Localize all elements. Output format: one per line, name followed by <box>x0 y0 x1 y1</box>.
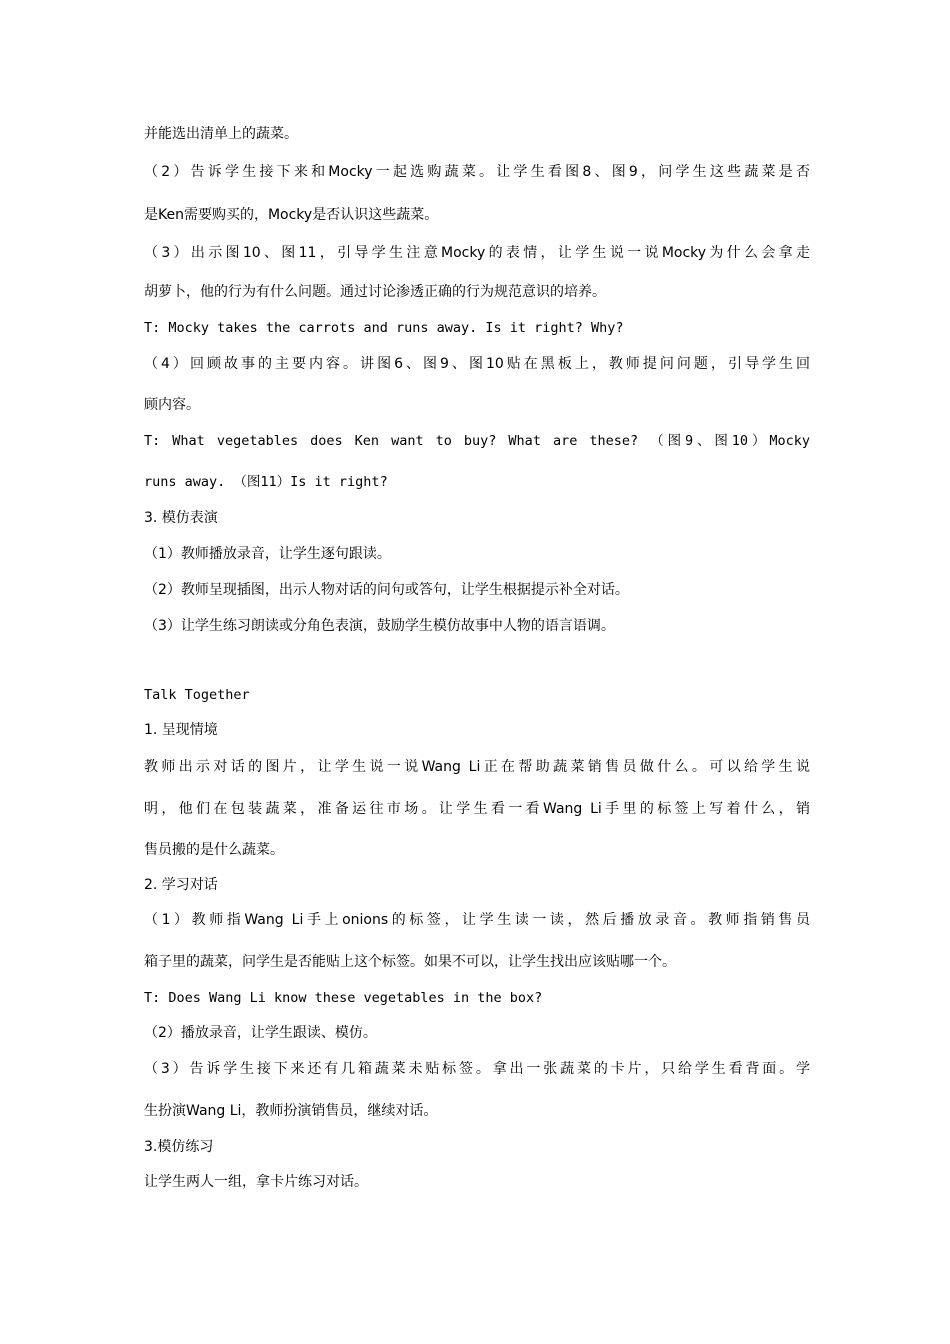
text-line: 教师出示对话的图片，让学生说一说Wang Li正在帮助蔬菜销售员做什么。可以给学生说 <box>144 759 810 775</box>
text-line: 是Ken需要购买的，Mocky是否认识这些蔬菜。 <box>144 207 439 223</box>
section-title: Talk Together <box>144 687 250 703</box>
dialogue-line: runs away. （图11）Is it right? <box>144 474 388 490</box>
section-heading: 2. 学习对话 <box>144 877 218 893</box>
text-line: 箱子里的蔬菜，问学生是否能贴上这个标签。如果不可以，让学生找出应该贴哪一个。 <box>144 954 676 970</box>
text-line: 胡萝卜，他的行为有什么问题。通过讨论渗透正确的行为规范意识的培养。 <box>144 284 606 300</box>
section-heading: 1. 呈现情境 <box>144 722 218 738</box>
text-line: （2）播放录音，让学生跟读、模仿。 <box>144 1025 377 1041</box>
text-line: 顾内容。 <box>144 397 200 413</box>
text-line: （3）告诉学生接下来还有几箱蔬菜未贴标签。拿出一张蔬菜的卡片，只给学生看背面。学 <box>144 1061 810 1077</box>
section-heading: 3. 模仿表演 <box>144 510 218 526</box>
text-line: 生扮演Wang Li，教师扮演销售员，继续对话。 <box>144 1103 438 1119</box>
text-line: 明，他们在包装蔬菜，准备运往市场。让学生看一看Wang Li手里的标签上写着什么，销 <box>144 801 810 817</box>
text-line: （1）教师指Wang Li手上onions的标签，让学生读一读，然后播放录音。教师指销售员 <box>144 912 810 928</box>
text-line: 让学生两人一组，拿卡片练习对话。 <box>144 1174 368 1190</box>
text-line: （2）教师呈现插图，出示人物对话的问句或答句，让学生根据提示补全对话。 <box>144 582 629 598</box>
dialogue-line: T: What vegetables does Ken want to buy? What are these? （图9、图10）Mocky <box>144 433 810 449</box>
section-heading: 3.模仿练习 <box>144 1139 214 1155</box>
text-line: （4）回顾故事的主要内容。讲图6、图9、图10贴在黑板上，教师提问问题，引导学生回 <box>144 356 810 372</box>
dialogue-line: T: Does Wang Li know these vegetables in the box? <box>144 990 543 1006</box>
text-line: （3）出示图10、图11，引导学生注意Mocky的表情，让学生说一说Mocky为什么会拿走 <box>144 245 810 261</box>
text-line: 并能选出清单上的蔬菜。 <box>144 126 298 142</box>
text-line: （2）告诉学生接下来和Mocky一起选购蔬菜。让学生看图8、图9，问学生这些蔬菜是否 <box>144 164 810 180</box>
dialogue-line: T: Mocky takes the carrots and runs away. Is it right? Why? <box>144 320 624 336</box>
text-line: （3）让学生练习朗读或分角色表演，鼓励学生模仿故事中人物的语言语调。 <box>144 618 615 634</box>
text-line: 售员搬的是什么蔬菜。 <box>144 842 284 858</box>
text-line: （1）教师播放录音，让学生逐句跟读。 <box>144 546 391 562</box>
